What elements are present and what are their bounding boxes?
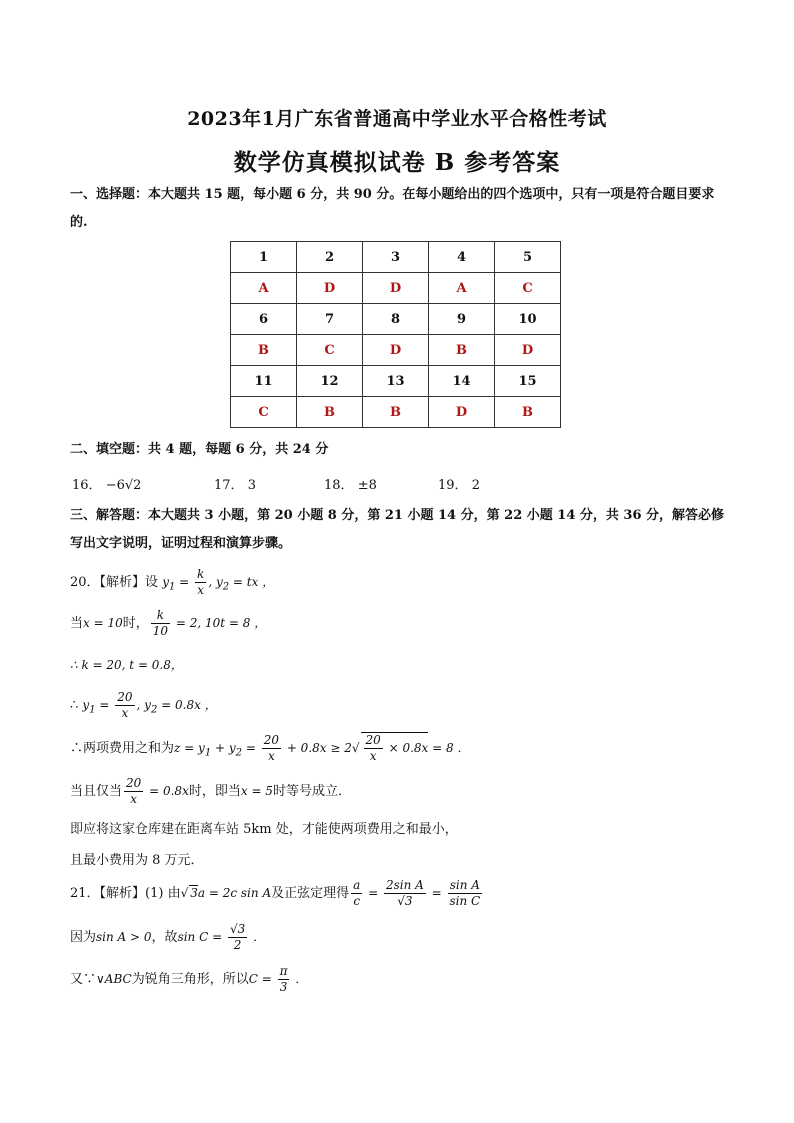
formula: ∨ABC bbox=[96, 972, 132, 986]
table-cell: A bbox=[429, 273, 495, 304]
formula: sin A > 0 bbox=[96, 930, 152, 944]
section-multiple-choice-heading: 一、选择题：本大题共 15 题，每小题 6 分，共 90 分。在每小题给出的四个选项中，只有一项是符合题目要求的. bbox=[70, 187, 715, 230]
table-row bbox=[231, 273, 561, 304]
text: 当 bbox=[70, 616, 84, 631]
text: 为锐角三角形，所以 bbox=[131, 972, 249, 987]
formula: $y_1$ = $\frac{k}{x}$ , $y_2$ = tx ， bbox=[162, 567, 275, 597]
answer-label: 17． bbox=[214, 478, 244, 493]
text: 时， bbox=[122, 616, 149, 631]
table-cell: D bbox=[363, 273, 429, 304]
table-cell: B bbox=[429, 335, 495, 366]
section-fill-blank-heading: 二、填空题：共 4 题，每题 6 分，共 24 分 bbox=[70, 442, 329, 457]
table-cell: C bbox=[495, 273, 561, 304]
formula: $\frac{a}{c}$ = $\frac{\text{2sin A}}{√3}$ = $\frac{\text{sin A}}{\text{sin C}}$ bbox=[353, 878, 481, 908]
exam-title: 2023年1月广东省普通高中学业水平合格性考试 bbox=[187, 108, 607, 130]
answer-title: 数学仿真模拟试卷 B 参考答案 bbox=[233, 149, 561, 176]
table-cell: D bbox=[297, 273, 363, 304]
answer-label: 19． bbox=[438, 478, 468, 493]
table-cell: 3 bbox=[363, 242, 429, 273]
table-row bbox=[231, 304, 561, 335]
text: 及正弦定理得 bbox=[271, 886, 350, 901]
answer-value: 3 bbox=[247, 478, 256, 493]
table-cell: 10 bbox=[495, 304, 561, 335]
table-cell: B bbox=[297, 397, 363, 428]
q21-intro: 21．【解析】(1) 由 bbox=[70, 886, 181, 901]
q20-line-3 bbox=[70, 656, 183, 673]
formula: x = 10 bbox=[83, 616, 123, 630]
table-cell: 14 bbox=[429, 366, 495, 397]
fill-answer-16 bbox=[72, 474, 141, 493]
q20-line-8: 且最小费用为 8 万元． bbox=[70, 853, 204, 868]
table-cell: A bbox=[231, 273, 297, 304]
q20-intro: 20．【解析】设 bbox=[70, 575, 159, 590]
fill-blank-answers bbox=[72, 474, 732, 496]
formula: $y_1$ = $\frac{20}{x}$ , $y_2 = 0.8x$ ， bbox=[82, 690, 217, 720]
table-cell: 7 bbox=[297, 304, 363, 335]
text: ∴两项费用之和为 bbox=[70, 741, 175, 756]
table-row bbox=[231, 335, 561, 366]
formula: $\frac{20}{x}$ = 0.8x bbox=[126, 776, 189, 806]
answer-value: ±8 bbox=[357, 478, 377, 493]
table-cell: C bbox=[231, 397, 297, 428]
table-cell: C bbox=[297, 335, 363, 366]
formula: C = $\frac{\pi}{3}$ ． bbox=[248, 964, 308, 994]
answer-label: 16． bbox=[72, 478, 102, 493]
table-cell: 12 bbox=[297, 366, 363, 397]
text: 又∵ bbox=[70, 972, 97, 987]
answer-label: 18． bbox=[324, 478, 354, 493]
formula: √ 3a = 2c sin A bbox=[180, 886, 272, 900]
formula: $\frac{k}{10}$ = 2, 10t = 8 ， bbox=[152, 608, 267, 638]
q21-line-1 bbox=[70, 878, 484, 909]
table-cell: 2 bbox=[297, 242, 363, 273]
text: ，故 bbox=[151, 930, 178, 945]
q20-line-5 bbox=[70, 732, 469, 764]
text: 当且仅当 bbox=[70, 784, 123, 799]
table-cell: 4 bbox=[429, 242, 495, 273]
fill-answer-19 bbox=[438, 474, 480, 493]
answer-value: −6√2 bbox=[105, 478, 142, 493]
formula: $z = y_1 + y_2$ = $\frac{20}{x}$ + 0.8x ≥ 2√ $\frac{20}{x}$ × 0.8x = 8 ． bbox=[174, 733, 470, 763]
section-solution-heading: 三、解答题：本大题共 3 小题，第 20 小题 8 分，第 21 小题 14 分，第 22 小题 14 分，共 36 分，解答必修写出文字说明，证明过程和演算步骤。 bbox=[70, 508, 725, 551]
q20-line-1 bbox=[70, 567, 274, 598]
text: 时等号成立． bbox=[272, 784, 351, 799]
fill-answer-17 bbox=[214, 474, 256, 493]
q21-line-2 bbox=[70, 922, 265, 953]
table-cell: B bbox=[495, 397, 561, 428]
table-cell: D bbox=[495, 335, 561, 366]
q20-line-6 bbox=[70, 776, 351, 807]
table-cell: 1 bbox=[231, 242, 297, 273]
formula: ∴ k = 20, t = 0.8， bbox=[70, 658, 183, 672]
table-row bbox=[231, 366, 561, 397]
answer-value: 2 bbox=[471, 478, 480, 493]
table-cell: D bbox=[363, 335, 429, 366]
fill-answer-18 bbox=[324, 474, 377, 493]
text: ∴ bbox=[70, 698, 79, 713]
table-cell: B bbox=[363, 397, 429, 428]
table-row bbox=[231, 242, 561, 273]
q20-line-2 bbox=[70, 608, 266, 639]
answer-table bbox=[230, 241, 561, 428]
table-row bbox=[231, 397, 561, 428]
table-cell: 6 bbox=[231, 304, 297, 335]
table-cell: 11 bbox=[231, 366, 297, 397]
table-cell: 15 bbox=[495, 366, 561, 397]
q20-line-4 bbox=[70, 690, 217, 721]
text: 时，即当 bbox=[188, 784, 241, 799]
text: 因为 bbox=[70, 930, 97, 945]
table-cell: 8 bbox=[363, 304, 429, 335]
table-cell: D bbox=[429, 397, 495, 428]
formula: sin C = $\frac{√3}{2}$ ． bbox=[177, 922, 266, 952]
table-cell: 5 bbox=[495, 242, 561, 273]
q21-line-3 bbox=[70, 964, 307, 995]
q20-line-7: 即应将这家仓库建在距离车站 5km 处，才能使两项费用之和最小， bbox=[70, 822, 458, 837]
table-cell: B bbox=[231, 335, 297, 366]
table-cell: 13 bbox=[363, 366, 429, 397]
table-cell: 9 bbox=[429, 304, 495, 335]
formula: x = 5 bbox=[240, 784, 273, 798]
